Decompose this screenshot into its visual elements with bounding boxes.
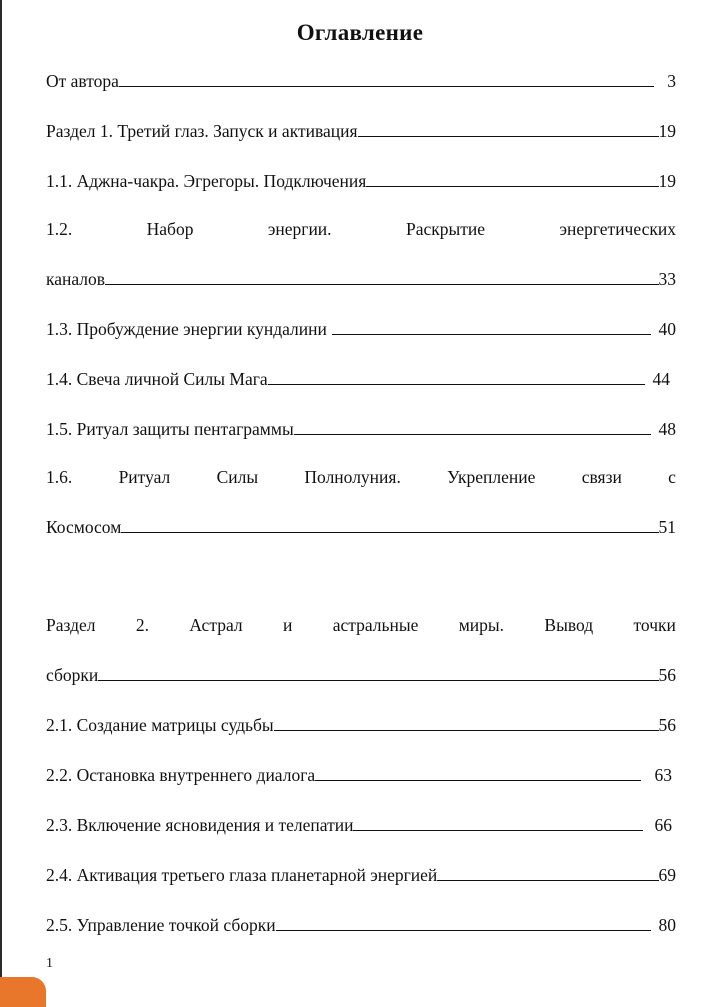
toc-entry[interactable]	[46, 116, 676, 142]
toc-word: Раскрытие	[405, 219, 486, 239]
toc-entry-page: 56	[658, 665, 676, 685]
toc-entry[interactable]	[46, 710, 676, 736]
page-number: 1	[46, 956, 53, 971]
toc-leader-line	[294, 433, 651, 435]
toc-leader-line	[274, 729, 659, 731]
toc-leader-line	[315, 779, 640, 781]
toc-word: энергии.	[267, 219, 332, 239]
toc-entry[interactable]	[46, 66, 676, 92]
toc-entry-first-line[interactable]	[46, 610, 676, 636]
toc-word: 1.6.	[46, 467, 73, 487]
toc-entry-page: 40	[658, 319, 676, 339]
toc-word: миры.	[458, 615, 505, 635]
toc-entry[interactable]	[46, 760, 676, 786]
toc-entry-label: 2.3. Включение ясновидения и телепатии	[46, 815, 354, 835]
toc-leader-line	[119, 85, 654, 87]
toc-entry-label: каналов	[46, 269, 106, 289]
toc-entry-label: 1.1. Аджна-чакра. Эгрегоры. Подключения	[46, 171, 367, 191]
toc-entry-label: 1.3. Пробуждение энергии кундалини	[46, 319, 327, 339]
toc-word: с	[668, 467, 676, 487]
toc-leader-line	[437, 879, 658, 881]
toc-entry[interactable]	[46, 910, 676, 936]
toc-leader-line	[268, 383, 645, 385]
toc-entry-label: 2.1. Создание матрицы судьбы	[46, 715, 274, 735]
toc-entry-label: 1.5. Ритуал защиты пентаграммы	[46, 419, 294, 439]
toc-word: Набор	[146, 219, 194, 239]
toc-word: Астрал	[189, 615, 243, 635]
page-left-edge	[0, 0, 2, 1007]
toc-entry-page: 69	[658, 865, 676, 885]
toc-entry-page: 19	[658, 121, 676, 141]
toc-entry-page: 48	[658, 419, 676, 439]
corner-accent-tab	[0, 977, 46, 1007]
toc-entry[interactable]	[46, 166, 676, 192]
toc-word: 1.2.	[46, 219, 73, 239]
toc-word: Раздел	[46, 615, 96, 635]
toc-entry-page: 66	[654, 815, 672, 835]
toc-entry-label: 2.4. Активация третьего глаза планетарной энергией	[46, 865, 438, 885]
toc-word: энергетических	[559, 219, 676, 239]
toc-word: и	[282, 615, 293, 635]
toc-entry-first-line[interactable]	[46, 462, 676, 488]
toc-word: Вывод	[544, 615, 594, 635]
toc-leader-line	[358, 135, 659, 137]
toc-entry[interactable]	[46, 810, 676, 836]
toc-entry-page: 19	[658, 171, 676, 191]
toc-entry[interactable]	[46, 264, 676, 290]
toc-word: 2.	[135, 615, 149, 635]
toc-entry-label: Раздел 1. Третий глаз. Запуск и активация	[46, 121, 358, 141]
toc-word: связи	[581, 467, 622, 487]
toc-word: Ритуал	[118, 467, 171, 487]
toc-leader-line	[332, 333, 651, 335]
toc-word: точки	[633, 615, 676, 635]
toc-entry-page: 63	[654, 765, 672, 785]
toc-leader-line	[121, 531, 658, 533]
toc-word: Полнолуния.	[304, 467, 401, 487]
toc-entry-label: сборки	[46, 665, 99, 685]
toc-entry-page: 33	[658, 269, 676, 289]
toc-leader-line	[98, 679, 658, 681]
toc-entry-label: От автора	[46, 71, 119, 91]
toc-entry-page: 3	[667, 71, 676, 91]
toc-entry[interactable]	[46, 414, 676, 440]
toc-leader-line	[353, 829, 642, 831]
toc-entry-page: 56	[658, 715, 676, 735]
page-title: Оглавление	[296, 20, 424, 45]
toc-word: Укрепление	[447, 467, 536, 487]
toc-entry[interactable]	[46, 512, 676, 538]
toc-entry-page: 44	[652, 369, 670, 389]
toc-entry-page: 51	[658, 517, 676, 537]
toc-entry-label: 2.5. Управление точкой сборки	[46, 915, 276, 935]
toc-entry-label: 1.4. Свеча личной Силы Мага	[46, 369, 268, 389]
toc-entry-first-line[interactable]	[46, 214, 676, 240]
toc-leader-line	[105, 283, 658, 285]
toc-entry-label: 2.2. Остановка внутреннего диалога	[46, 765, 316, 785]
toc-word: Силы	[216, 467, 259, 487]
toc-entry-label: Космосом	[46, 517, 122, 537]
toc-leader-line	[366, 185, 658, 187]
toc-entry-page: 80	[658, 915, 676, 935]
toc-word: астральные	[332, 615, 419, 635]
toc-entry[interactable]	[46, 660, 676, 686]
toc-leader-line	[276, 929, 651, 931]
toc-entry[interactable]	[46, 364, 676, 390]
toc-entry[interactable]	[46, 314, 676, 340]
toc-entry[interactable]	[46, 860, 676, 886]
